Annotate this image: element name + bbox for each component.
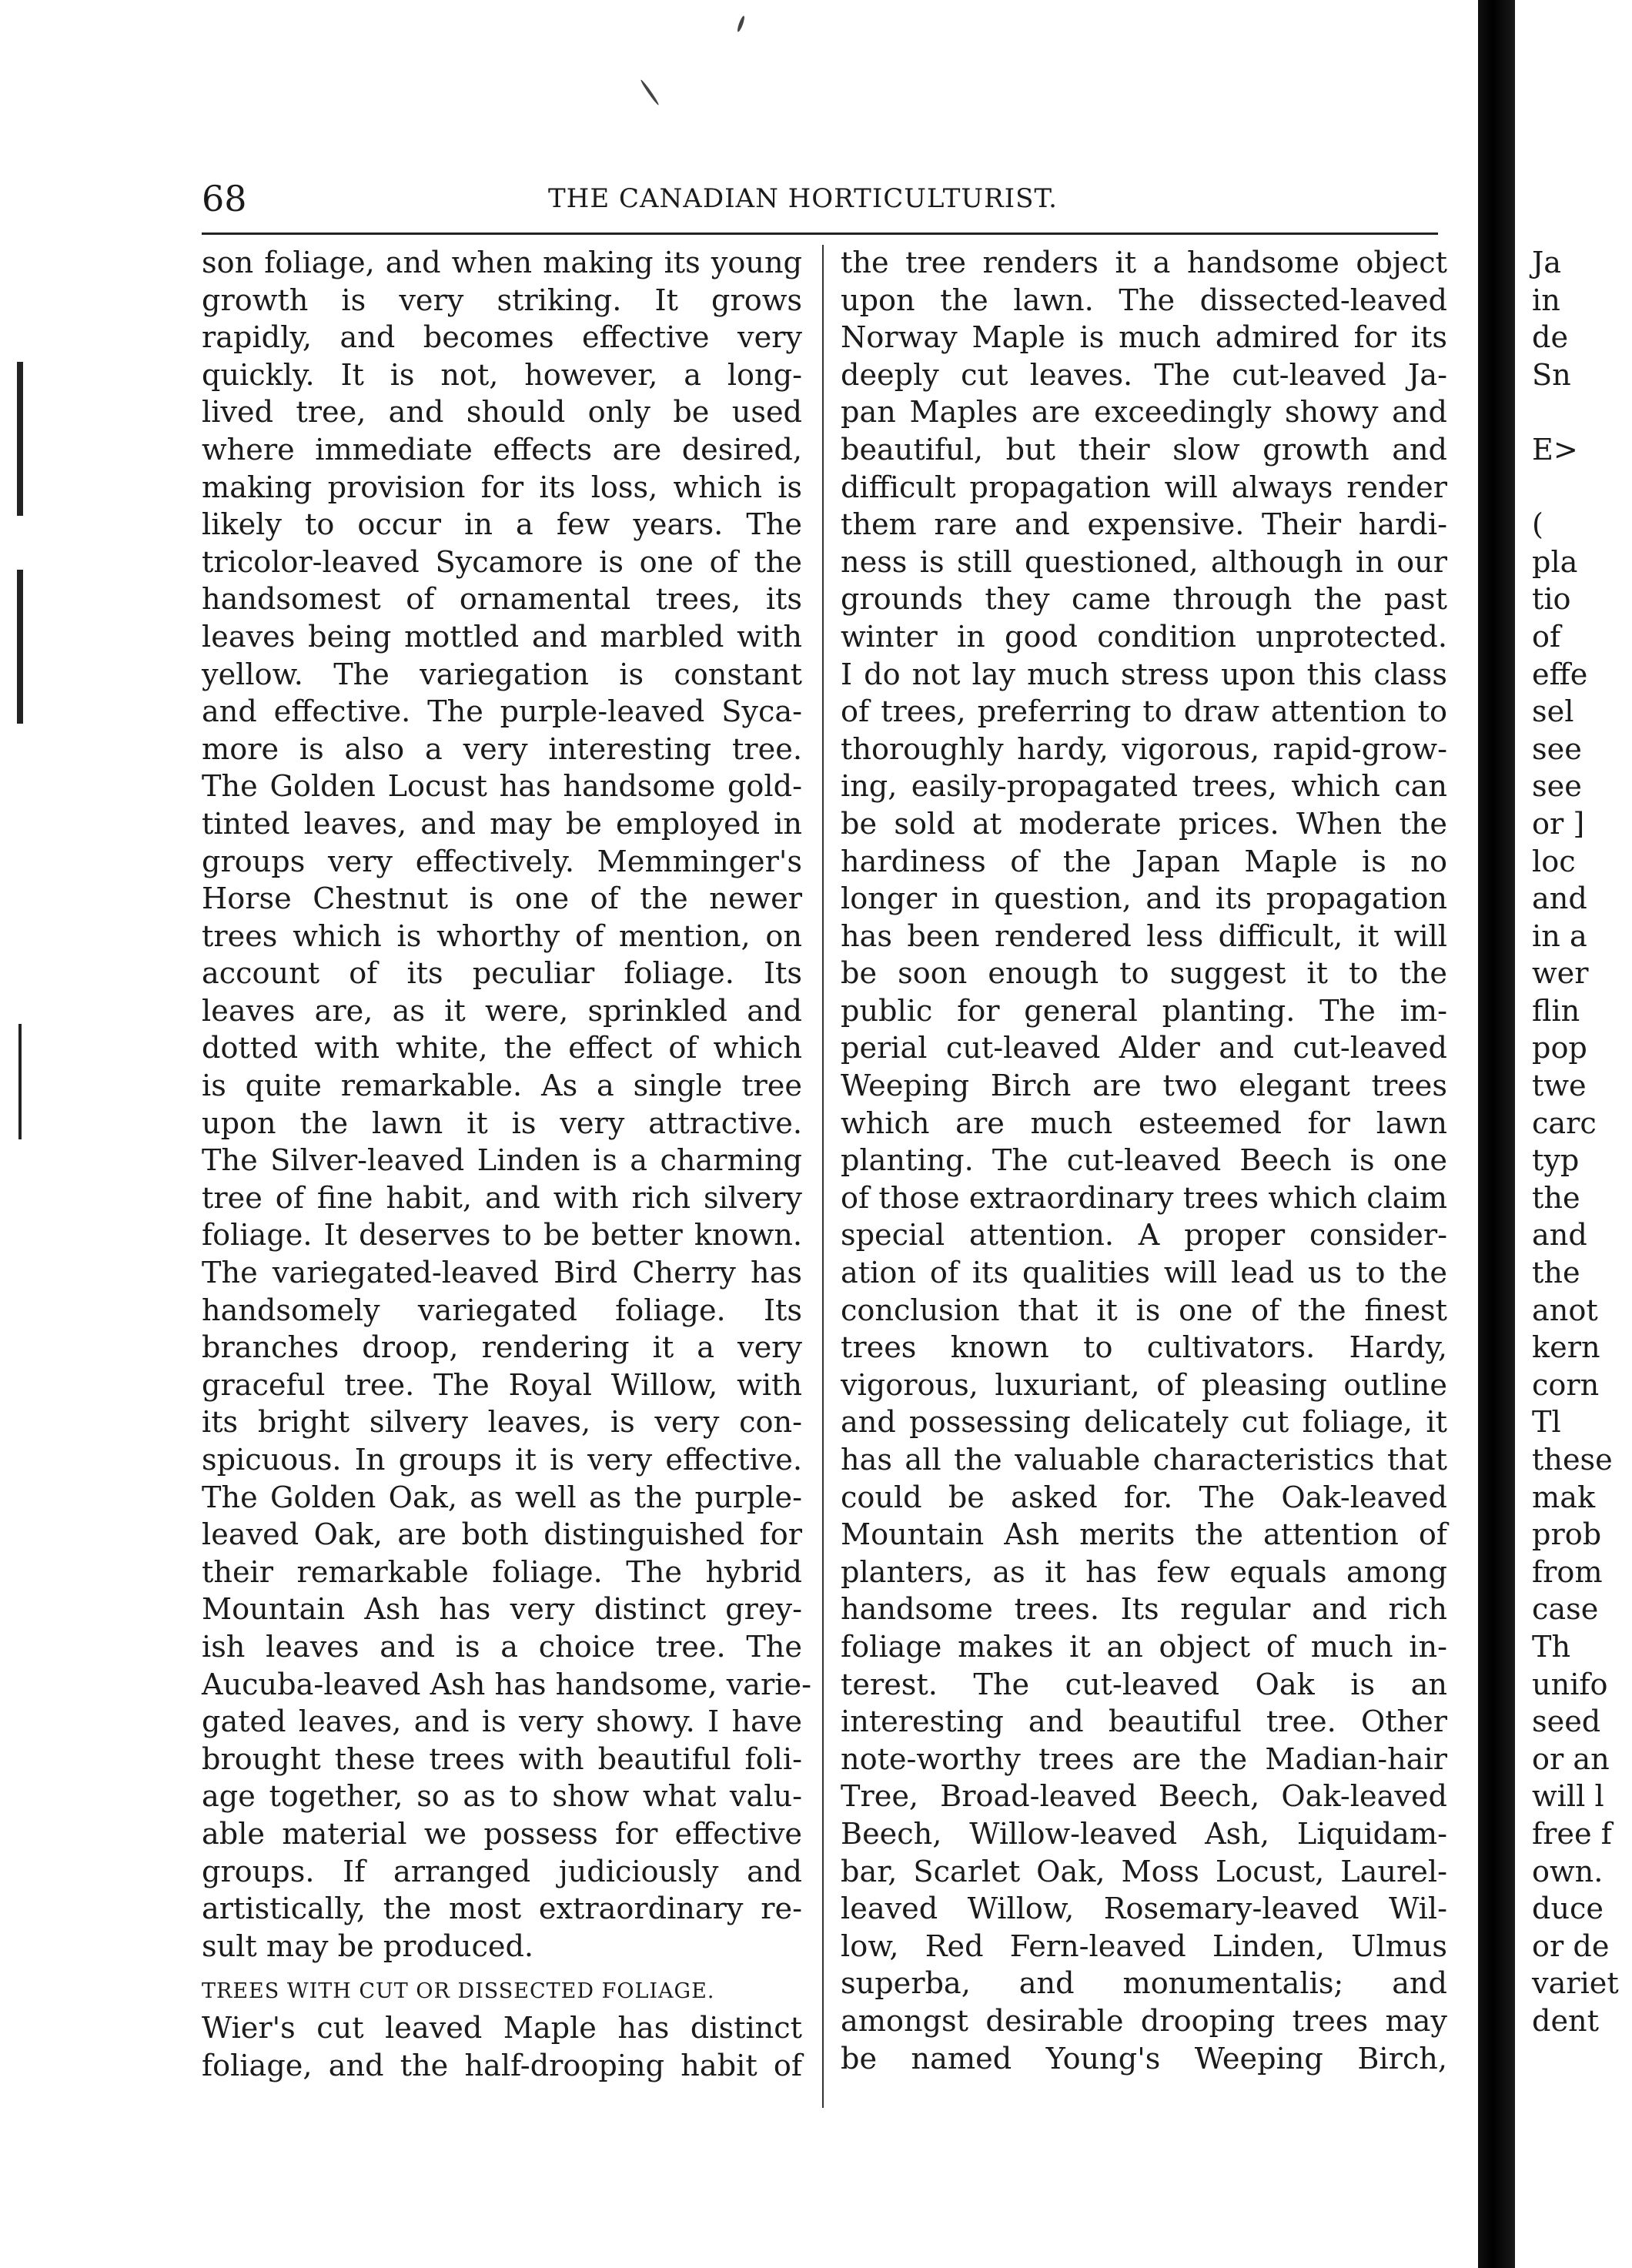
text-line: foliage, and the half-drooping habit of [202, 2049, 802, 2083]
text-line: hardiness of the Japan Maple is no [841, 845, 1447, 879]
text-line: amongst desirable drooping trees may [841, 2004, 1447, 2039]
section-subheading: TREES WITH CUT OR DISSECTED FOLIAGE. [202, 1979, 715, 2004]
text-line: note-worthy trees are the Madian-hair [841, 1742, 1447, 1777]
text-line: artistically, the most extraordinary re- [202, 1892, 802, 1927]
text-line: prob [1532, 1518, 1602, 1553]
text-line: and possessing delicately cut foliage, it [841, 1406, 1447, 1440]
text-line: perial cut-leaved Alder and cut-leaved [841, 1032, 1447, 1066]
text-line: vigorous, luxuriant, of pleasing outline [841, 1368, 1447, 1403]
cut-off-column [1532, 245, 1619, 2041]
text-line: sult may be produced. [202, 1929, 534, 1964]
text-line: anot [1532, 1293, 1598, 1328]
text-line: foliage. It deserves to be better known. [202, 1219, 802, 1253]
text-line: upon the lawn it is very attractive. [202, 1106, 802, 1141]
text-line: be soon enough to suggest it to the [841, 957, 1447, 992]
left-margin-mark [17, 570, 23, 724]
text-line: tio [1532, 583, 1571, 617]
text-line: of trees, preferring to draw attention to [841, 695, 1447, 730]
text-line: in [1532, 283, 1560, 318]
text-line: kern [1532, 1331, 1600, 1366]
text-line: loc [1532, 845, 1576, 879]
text-line: growth is very striking. It grows [202, 283, 802, 318]
header-rule [202, 232, 1438, 235]
text-line: graceful tree. The Royal Willow, with [202, 1368, 802, 1403]
text-line: conclusion that it is one of the finest [841, 1293, 1447, 1328]
text-line: more is also a very interesting tree. [202, 732, 802, 767]
text-line: public for general planting. The im- [841, 994, 1447, 1029]
text-line [1532, 394, 1606, 432]
text-line: planting. The cut-leaved Beech is one [841, 1144, 1447, 1179]
text-line: mak [1532, 1480, 1596, 1515]
text-line: corn [1532, 1368, 1600, 1403]
text-line: dotted with white, the effect of which [202, 1032, 802, 1066]
text-line: be sold at moderate prices. When the [841, 807, 1447, 841]
text-line: Tree, Broad-leaved Beech, Oak-leaved [841, 1780, 1447, 1815]
text-line: superba, and monumentalis; and [841, 1967, 1447, 2002]
text-line: Mountain Ash merits the attention of [841, 1518, 1447, 1553]
text-line: tricolor-leaved Sycamore is one of the [202, 545, 802, 580]
text-line: longer in question, and its propagation [841, 882, 1447, 917]
text-line: sel [1532, 695, 1574, 730]
text-line: tree of fine habit, and with rich silvery [202, 1181, 802, 1216]
text-line: and effective. The purple-leaved Syca- [202, 695, 802, 730]
text-line: see [1532, 732, 1582, 767]
text-line: bar, Scarlet Oak, Moss Locust, Laurel- [841, 1855, 1447, 1889]
text-line: leaved Oak, are both distinguished for [202, 1518, 802, 1553]
text-line: or ] [1532, 807, 1585, 841]
text-line: rapidly, and becomes effective very [202, 321, 802, 356]
text-line: the [1532, 1256, 1580, 1291]
scan-speck [736, 15, 745, 32]
text-line: The Silver-leaved Linden is a charming [202, 1144, 802, 1179]
text-line: ation of its qualities will lead us to the [841, 1256, 1447, 1291]
text-line: E> [1532, 433, 1578, 467]
text-line: lived tree, and should only be used [202, 396, 802, 430]
text-line: trees which is whorthy of mention, on [202, 919, 802, 954]
text-line: de [1532, 321, 1569, 356]
text-line: their remarkable foliage. The hybrid [202, 1555, 802, 1590]
text-line: spicuous. In groups it is very effective. [202, 1443, 802, 1477]
text-line: Ja [1532, 246, 1562, 280]
text-line: low, Red Fern-leaved Linden, Ulmus [841, 1929, 1447, 1964]
text-line: unifo [1532, 1668, 1608, 1702]
text-line: case [1532, 1593, 1599, 1627]
text-line: from [1532, 1555, 1603, 1590]
text-line: ish leaves and is a choice tree. The [202, 1630, 802, 1664]
text-line: dent [1532, 2004, 1599, 2039]
text-line: Weeping Birch are two elegant trees [841, 1069, 1447, 1104]
text-line: free f [1532, 1817, 1612, 1852]
text-line: Beech, Willow-leaved Ash, Liquidam- [841, 1817, 1447, 1852]
text-line: carc [1532, 1106, 1597, 1141]
text-line: Norway Maple is much admired for its [841, 321, 1447, 356]
text-line: the tree renders it a handsome object [841, 246, 1447, 280]
text-line: ing, easily-propagated trees, which can [841, 770, 1447, 805]
text-line: be named Young's Weeping Birch, [841, 2042, 1447, 2076]
text-line: son foliage, and when making its young [202, 246, 802, 280]
text-line: yellow. The variegation is constant [202, 657, 802, 692]
text-line: wer [1532, 957, 1589, 992]
text-line: tinted leaves, and may be employed in [202, 807, 802, 841]
text-line: its bright silvery leaves, is very con- [202, 1406, 802, 1440]
text-line: Th [1532, 1630, 1571, 1664]
text-line [1532, 470, 1606, 507]
text-line: beautiful, but their slow growth and [841, 433, 1447, 467]
text-line: will l [1532, 1780, 1604, 1815]
text-line: them rare and expensive. Their hardi- [841, 508, 1447, 543]
text-line: and [1532, 1219, 1587, 1253]
text-line: ( [1532, 508, 1543, 543]
text-line: ness is still questioned, although in our [841, 545, 1447, 580]
text-line: brought these trees with beautiful foli- [202, 1742, 802, 1777]
text-line: gated leaves, and is very showy. I have [202, 1705, 802, 1740]
page-number: 68 [202, 178, 247, 219]
text-line: foliage makes it an object of much in- [841, 1630, 1447, 1664]
left-column [202, 245, 811, 2086]
text-line: Aucuba-leaved Ash has handsome, varie- [202, 1668, 811, 1702]
text-line: is quite remarkable. As a single tree [202, 1069, 802, 1104]
text-line: variet [1532, 1967, 1619, 2002]
text-line: interesting and beautiful tree. Other [841, 1705, 1447, 1740]
text-line: thoroughly hardy, vigorous, rapid-grow- [841, 732, 1447, 767]
text-line: which are much esteemed for lawn [841, 1106, 1447, 1141]
text-line: handsomely variegated foliage. Its [202, 1293, 802, 1328]
text-line: pla [1532, 545, 1578, 580]
text-line: pan Maples are exceedingly showy and [841, 396, 1447, 430]
text-line: The variegated-leaved Bird Cherry has [202, 1256, 802, 1291]
text-line: of those extraordinary trees which claim [841, 1181, 1447, 1216]
text-line: special attention. A proper consider- [841, 1219, 1447, 1253]
text-line: winter in good condition unprotected. [841, 620, 1447, 654]
text-line: in a [1532, 919, 1587, 954]
text-line: leaves being mottled and marbled with [202, 620, 802, 654]
text-line: Wier's cut leaved Maple has distinct [202, 2012, 802, 2046]
left-margin-mark [18, 1024, 22, 1139]
text-line: these [1532, 1443, 1613, 1477]
text-line: seed [1532, 1705, 1601, 1740]
text-line: leaved Willow, Rosemary-leaved Wil- [841, 1892, 1447, 1927]
text-line: pop [1532, 1032, 1587, 1066]
text-line: the [1532, 1181, 1580, 1216]
text-line: planters, as it has few equals among [841, 1555, 1447, 1590]
text-line: able material we possess for effective [202, 1817, 802, 1852]
column-divider [822, 245, 824, 2108]
text-line: or de [1532, 1929, 1610, 1964]
text-line: making provision for its loss, which is [202, 470, 802, 505]
text-line: twe [1532, 1069, 1587, 1104]
text-line: has all the valuable characteristics that [841, 1443, 1447, 1477]
text-line: Mountain Ash has very distinct grey- [202, 1593, 802, 1627]
text-line: grounds they came through the past [841, 583, 1447, 617]
text-line: effe [1532, 657, 1588, 692]
right-column [841, 245, 1447, 2078]
text-line: Sn [1532, 358, 1571, 393]
text-line: I do not lay much stress upon this class [841, 657, 1447, 692]
text-line: could be asked for. The Oak-leaved [841, 1480, 1447, 1515]
text-line: age together, so as to show what valu- [202, 1780, 802, 1815]
text-line: The Golden Locust has handsome gold- [202, 770, 802, 805]
text-line: difficult propagation will always render [841, 470, 1447, 505]
text-line: account of its peculiar foliage. Its [202, 957, 802, 992]
text-line: leaves are, as it were, sprinkled and [202, 994, 802, 1029]
left-margin-mark [17, 362, 23, 516]
text-line: flin [1532, 994, 1580, 1029]
running-head: THE CANADIAN HORTICULTURIST. [548, 183, 1058, 214]
binding-edge [1478, 0, 1515, 2268]
text-line: groups. If arranged judiciously and [202, 1855, 802, 1889]
text-line: or an [1532, 1742, 1610, 1777]
text-line: trees known to cultivators. Hardy, [841, 1331, 1447, 1366]
text-line: handsomest of ornamental trees, its [202, 583, 802, 617]
text-line: duce [1532, 1892, 1604, 1927]
text-line: and [1532, 882, 1587, 917]
text-line: deeply cut leaves. The cut-leaved Ja- [841, 358, 1447, 393]
text-line: likely to occur in a few years. The [202, 508, 802, 543]
text-line: quickly. It is not, however, a long- [202, 358, 802, 393]
text-line: groups very effectively. Memminger's [202, 845, 802, 879]
text-line: see [1532, 770, 1582, 805]
text-line: The Golden Oak, as well as the purple- [202, 1480, 802, 1515]
text-line: handsome trees. Its regular and rich [841, 1593, 1447, 1627]
text-line: typ [1532, 1144, 1580, 1179]
text-line: upon the lawn. The dissected-leaved [841, 283, 1447, 318]
text-line: own. [1532, 1855, 1604, 1889]
text-line: of [1532, 620, 1561, 654]
text-line: Horse Chestnut is one of the newer [202, 882, 802, 917]
text-line: terest. The cut-leaved Oak is an [841, 1668, 1447, 1702]
text-line: branches droop, rendering it a very [202, 1331, 802, 1366]
text-line: has been rendered less difficult, it will [841, 919, 1447, 954]
scan-speck [640, 79, 660, 105]
text-line: where immediate effects are desired, [202, 433, 802, 467]
text-line: Tl [1532, 1406, 1561, 1440]
page-header [202, 176, 1433, 222]
